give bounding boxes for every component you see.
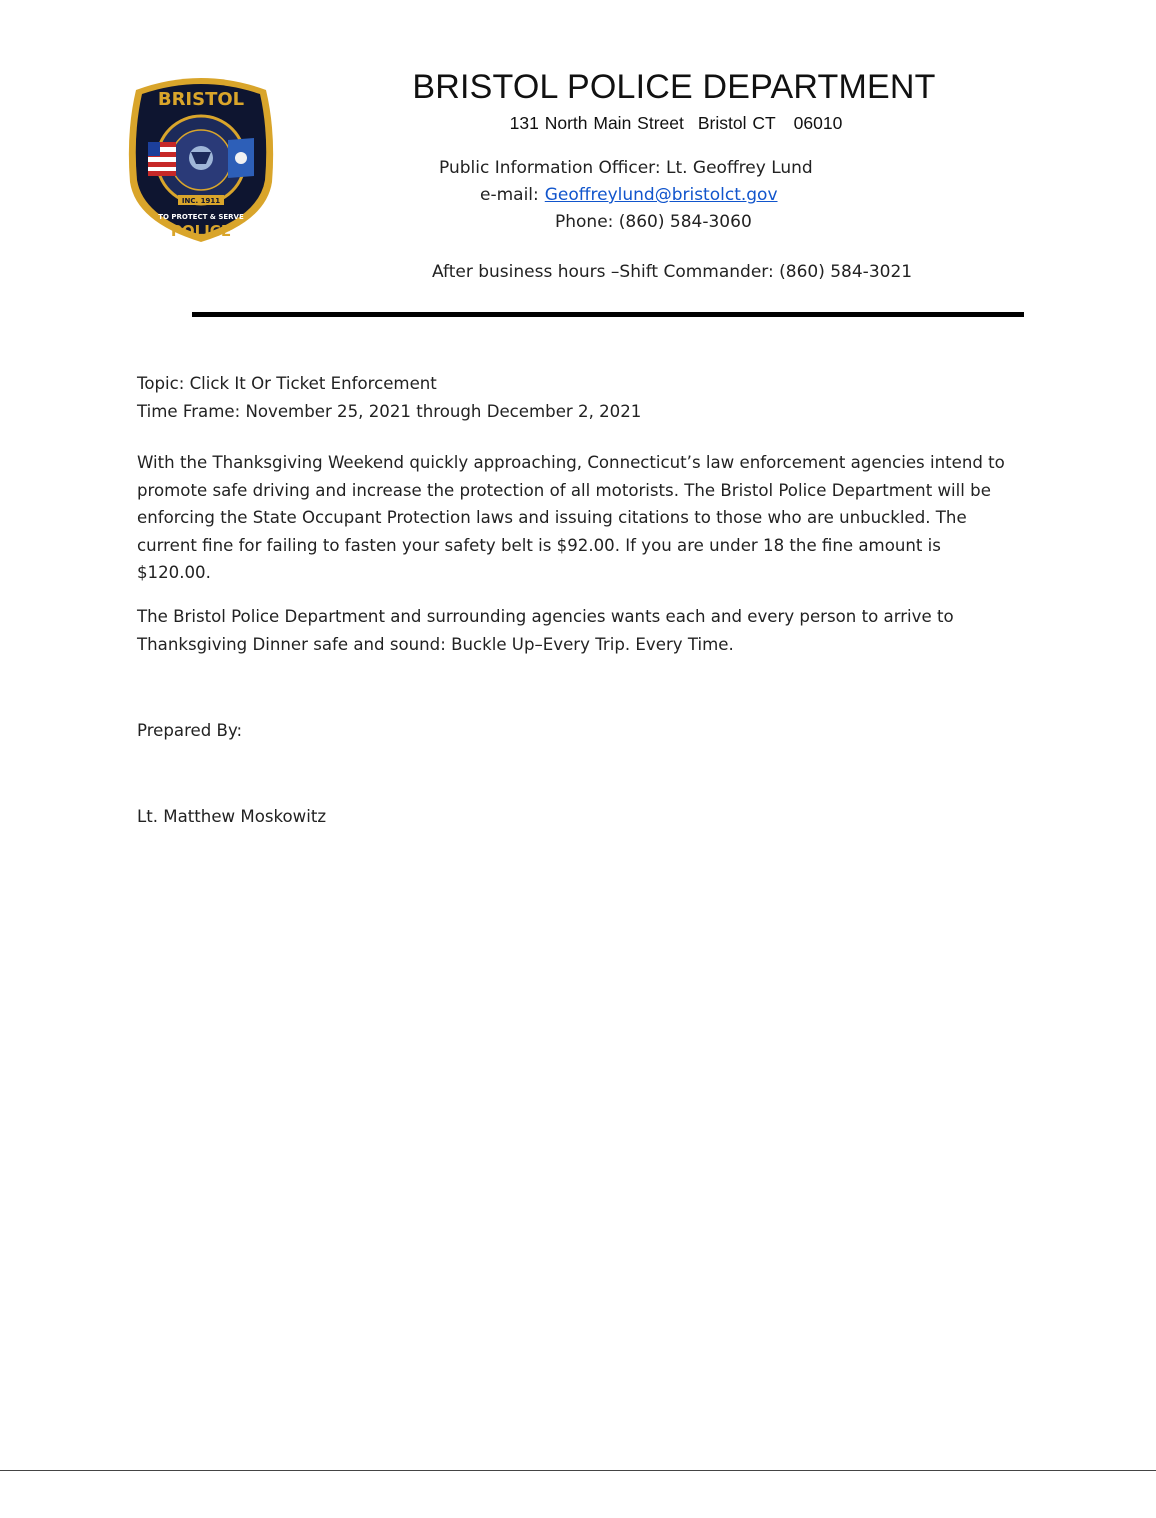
department-title: BRISTOL POLICE DEPARTMENT: [412, 68, 936, 106]
email-row: [480, 185, 778, 205]
prepared-by-label: Prepared By:: [137, 721, 243, 740]
paragraph-line: promote safe driving and increase the protection of all motorists. The Bristol Police Department will be: [137, 480, 991, 500]
department-address: [98, 113, 1156, 134]
paragraph-1: [137, 449, 1037, 587]
paragraph-line: With the Thanksgiving Weekend quickly approaching, Connecticut’s law enforcement agencies intend to: [137, 453, 1005, 472]
email-label: e-mail:: [480, 185, 539, 205]
header-divider: [192, 312, 1024, 317]
public-information-officer: Public Information Officer: Lt. Geoffrey Lund: [439, 158, 813, 178]
paragraph-line: $120.00.: [137, 563, 211, 582]
paragraph-line: Thanksgiving Dinner safe and sound: Buckle Up–Every Trip. Every Time.: [137, 634, 734, 654]
signature-name: Lt. Matthew Moskowitz: [137, 807, 327, 826]
paragraph-line: The Bristol Police Department and surrounding agencies wants each and every person to arrive to: [137, 607, 954, 626]
address-zip: 06010: [793, 113, 843, 133]
paragraph-line: enforcing the State Occupant Protection laws and issuing citations to those who are unbuckled. The: [137, 508, 967, 527]
badge-top-text: BRISTOL: [157, 89, 245, 110]
paragraph-line: current fine for failing to fasten your safety belt is $92.00. If you are under 18 the fine amount is: [137, 535, 941, 555]
phone-line: Phone: (860) 584-3060: [555, 212, 752, 232]
badge-motto-text: TO PROTECT & SERVE: [158, 213, 244, 221]
badge-inc-text: INC. 1911: [181, 197, 221, 205]
address-city-state: Bristol CT: [697, 113, 776, 133]
release-heading: [137, 370, 1037, 425]
address-street: 131 North Main Street: [509, 113, 684, 133]
after-hours-line: After business hours –Shift Commander: (860) 584-3021: [432, 262, 913, 282]
email-link[interactable]: Geoffreylund@bristolct.gov: [544, 185, 778, 205]
page-bottom-divider: [0, 1470, 1156, 1471]
paragraph-2: [137, 603, 1037, 658]
time-frame-line: Time Frame: November 25, 2021 through December 2, 2021: [137, 401, 642, 421]
badge-bottom-text: POLICE: [170, 222, 232, 240]
topic-line: Topic: Click It Or Ticket Enforcement: [137, 374, 437, 393]
